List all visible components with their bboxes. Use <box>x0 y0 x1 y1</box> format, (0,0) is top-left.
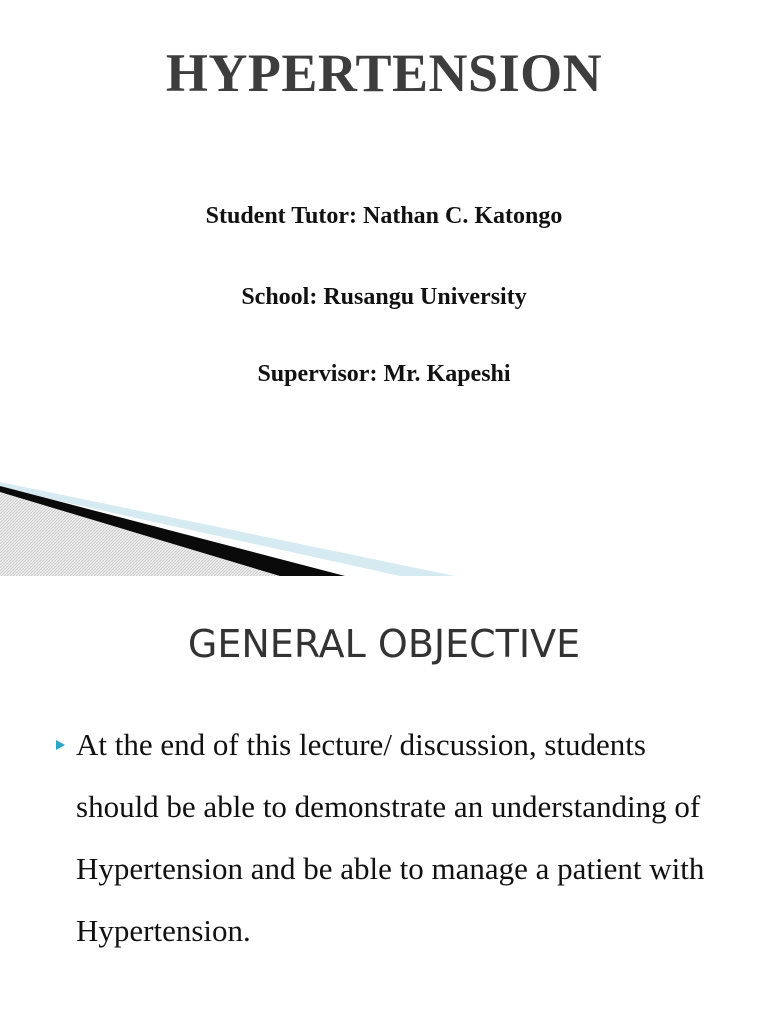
arrow-bullet-icon <box>56 740 65 750</box>
objective-slide <box>0 576 768 1024</box>
slide-title: HYPERTENSION <box>165 43 603 103</box>
decorative-swoosh <box>0 430 768 576</box>
bullet-text: At the end of this lecture/ discussion, students should be able to demonstrate an understanding of Hypertension and be able to manage a patient with Hypertension. <box>76 727 705 948</box>
school-line: School: Rusangu University <box>241 284 527 310</box>
supervisor-line: Supervisor: Mr. Kapeshi <box>257 361 511 387</box>
slide-title: GENERAL OBJECTIVE <box>187 622 581 666</box>
student-tutor-line: Student Tutor: Nathan C. Katongo <box>205 203 563 229</box>
